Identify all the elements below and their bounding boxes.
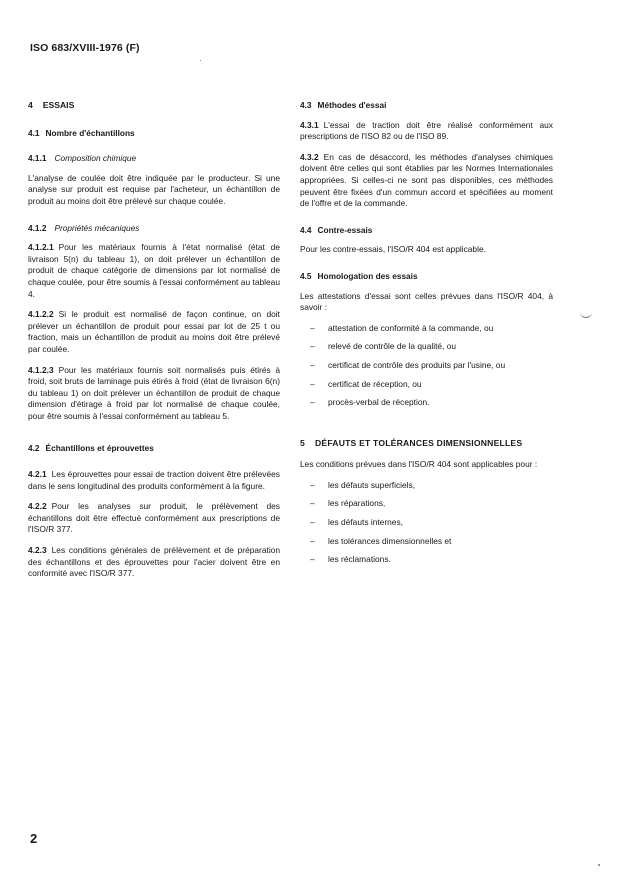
list-dash: – <box>310 359 315 370</box>
paragraph-4-1-2-1 <box>28 242 280 300</box>
list-item-text: relevé de contrôle de la qualité, ou <box>328 341 457 352</box>
clause-text: Pour les matériaux fournis soit normalisés puis étirés à froid, soit bruts de laminage puis étirés à froid (état de livraison 6(n) du tableau 1) on doit prélever un échantillon de produit de chaque dimension d'étirage à froid par lot normalisé de chaque coulée, pour être soumis à l'essai conformément au tableau 5. <box>28 364 280 421</box>
clause-number: 4.1.2.1 <box>28 242 54 253</box>
paragraph: Les conditions prévues dans l'ISO/R 404 sont applicables pour : <box>300 459 538 470</box>
clause-text: L'essai de traction doit être réalisé conformément aux prescriptions de l'ISO 82 ou de l'ISO 89. <box>300 119 553 142</box>
clause-number: 4.1.2.3 <box>28 364 54 375</box>
clause-text: Les conditions générales de prélèvement et de préparation des échantillons et des éprouvettes pour l'acier doivent être en conformité avec l'ISO/R 377. <box>28 545 280 579</box>
section-number: 5 <box>300 437 305 448</box>
section-4-2-heading <box>28 443 280 455</box>
section-title: Homologation des essais <box>317 270 418 281</box>
list-item <box>300 554 553 566</box>
clause-number: 4.2.3 <box>28 545 47 556</box>
document-header: ISO 683/XVIII-1976 (F) <box>30 42 140 54</box>
scan-speck <box>598 864 600 866</box>
list-item-text: attestation de conformité à la commande, ou <box>328 322 494 333</box>
right-column <box>300 100 553 573</box>
paragraph: L'analyse de coulée doit être indiquée par le producteur. Si une analyse sur produit est requise par l'acheteur, un échantillon de produit au moins doit être prélevé sur chaque coulée. <box>28 172 280 206</box>
section-4-4-heading <box>300 225 553 237</box>
scan-mark <box>580 312 592 318</box>
list-dash: – <box>310 378 315 389</box>
list-item <box>300 341 553 353</box>
section-number: 4.4 <box>300 224 312 235</box>
section-number: 4.5 <box>300 270 312 281</box>
list-dash: – <box>310 498 315 509</box>
list-dash: – <box>310 535 315 546</box>
list-item <box>300 536 553 548</box>
list-item-text: procès-verbal de réception. <box>328 397 430 408</box>
section-5-heading <box>300 438 553 450</box>
list-dash: – <box>310 397 315 408</box>
attestation-list <box>300 323 553 409</box>
page-number: 2 <box>30 831 38 846</box>
list-item-text: les réparations, <box>328 498 386 509</box>
section-number: 4.1.2 <box>28 222 47 233</box>
list-dash: – <box>310 554 315 565</box>
section-number: 4.3 <box>300 100 312 110</box>
paragraph-4-1-2-3 <box>28 365 280 423</box>
section-title: Contre-essais <box>317 224 373 235</box>
list-dash: – <box>310 479 315 490</box>
clause-number: 4.2.1 <box>28 469 47 480</box>
clause-text: Pour les matériaux fournis à l'état normalisé (état de livraison 5(n) du tableau 1), on doit prélever un échantillon de produit de chaque catégorie de dimensions par lot normalisé de chaque coulée, pour être soumis à l'essai conformément au tableau 4. <box>28 242 280 299</box>
list-dash: – <box>310 341 315 352</box>
paragraph: Les attestations d'essai sont celles prévues dans l'ISO/R 404, à savoir : <box>300 290 553 313</box>
left-column <box>28 100 280 589</box>
section-number: 4.2 <box>28 443 40 454</box>
clause-text: En cas de désaccord, les méthodes d'analyses chimiques doivent être celles qui sont établies par les Normes Internationales appropriées. Si celles-ci ne sont pas disponibles, ces méthodes peuvent être fixées d'un commun accord et spécifiées au moment de l'offre et de la commande. <box>300 151 553 209</box>
paragraph-4-3-1 <box>300 120 553 143</box>
clause-number: 4.2.2 <box>28 501 47 512</box>
paragraph-4-2-1 <box>28 469 280 492</box>
list-item <box>300 480 553 492</box>
list-item-text: les défauts internes, <box>328 517 403 528</box>
clause-text: Si le produit est normalisé de façon continue, on doit prélever un échantillon de produit pour essai par lot de 25 t ou fraction, mais un échantillon de produit au moins doit être prélevé par coulée. <box>28 309 280 354</box>
defects-list <box>300 480 553 566</box>
list-dash: – <box>310 322 315 333</box>
paragraph-4-2-2 <box>28 501 280 536</box>
section-title: ESSAIS <box>42 100 75 110</box>
paragraph-4-1-2-2 <box>28 309 280 355</box>
list-item <box>300 517 553 529</box>
section-title: DÉFAUTS ET TOLÉRANCES DIMENSIONNELLES <box>314 437 523 448</box>
clause-text: Les éprouvettes pour essai de traction doivent être prélevées dans le sens longitudinal des produits conformément à la figure. <box>28 469 280 491</box>
section-number: 4 <box>28 100 33 110</box>
section-title: Méthodes d'essai <box>317 100 387 110</box>
section-number: 4.1 <box>28 127 40 138</box>
section-4-1-1-heading <box>28 153 280 165</box>
list-item <box>300 397 553 409</box>
scan-speck <box>200 60 201 61</box>
section-4-1-heading <box>28 128 280 140</box>
section-title: Nombre d'échantillons <box>45 127 135 138</box>
list-item <box>300 498 553 510</box>
section-4-5-heading <box>300 271 553 283</box>
list-item <box>300 323 553 335</box>
paragraph-4-2-3 <box>28 545 280 580</box>
section-4-heading <box>28 100 280 112</box>
clause-text: Pour les analyses sur produit, le prélèvement des échantillons doit être effectué conformément aux prescriptions de l'ISO/R 377. <box>28 501 280 535</box>
clause-number: 4.1.2.2 <box>28 309 54 320</box>
list-item-text: certificat de réception, ou <box>328 378 422 389</box>
section-number: 4.1.1 <box>28 153 47 164</box>
list-item <box>300 360 553 372</box>
clause-number: 4.3.1 <box>300 119 319 130</box>
clause-number: 4.3.2 <box>300 151 319 162</box>
list-item-text: les défauts superficiels, <box>328 479 416 490</box>
paragraph-4-3-2 <box>300 152 553 210</box>
list-item-text: certificat de contrôle des produits par l'usine, ou <box>328 359 506 370</box>
section-title: Échantillons et éprouvettes <box>45 443 154 454</box>
list-item <box>300 379 553 391</box>
section-4-3-heading <box>300 100 553 112</box>
list-dash: – <box>310 517 315 528</box>
paragraph: Pour les contre-essais, l'ISO/R 404 est applicable. <box>300 244 486 255</box>
list-item-text: les réclamations. <box>328 554 391 565</box>
section-title: Composition chimique <box>54 153 137 164</box>
section-4-1-2-heading <box>28 223 280 235</box>
list-item-text: les tolérances dimensionnelles et <box>328 535 452 546</box>
section-title: Propriétés mécaniques <box>54 222 140 233</box>
